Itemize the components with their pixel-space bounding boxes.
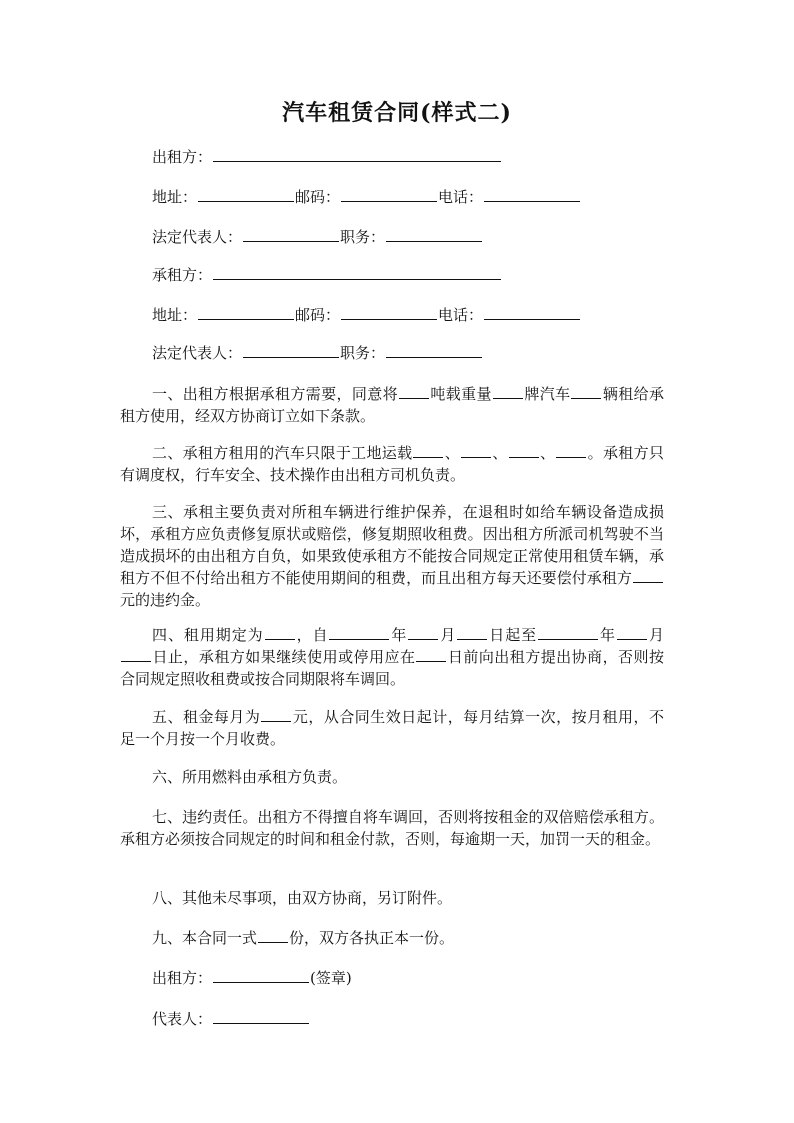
lessor-address-line <box>152 186 664 207</box>
lessor-postcode-blank[interactable] <box>341 186 437 202</box>
address-label: 地址： <box>152 306 198 324</box>
lessee-postcode-blank[interactable] <box>341 304 437 320</box>
lessor-address-blank[interactable] <box>198 186 294 202</box>
end-month-blank[interactable] <box>617 624 647 640</box>
end-day-blank[interactable] <box>121 646 151 662</box>
notice-days-blank[interactable] <box>416 646 446 662</box>
term-blank[interactable] <box>265 624 295 640</box>
seal-label: (签章) <box>310 969 352 987</box>
start-year-blank[interactable] <box>329 624 389 640</box>
clause-1: 一、出租方根据承租方需要，同意将 吨载重量 牌汽车 辆租给承租方使用，经双方协商订立如下条款。 <box>120 385 664 425</box>
phone-label: 电话： <box>438 306 484 324</box>
clause-5: 五、租金每月为 元，从合同生效日起计，每月结算一次，按月租用，不足一个月按一个月收费。 <box>120 708 664 748</box>
start-day-blank[interactable] <box>457 624 487 640</box>
signature-lessor-label: 出租方： <box>152 969 213 987</box>
signature-lessor-blank[interactable] <box>213 967 309 983</box>
lessee-address-line <box>152 304 664 325</box>
postcode-label: 邮码： <box>295 188 341 206</box>
end-year-blank[interactable] <box>538 624 598 640</box>
lessee-blank[interactable] <box>213 264 501 280</box>
lessee-position-blank[interactable] <box>386 342 482 358</box>
position-label: 职务： <box>340 228 386 246</box>
lessee-rep-blank[interactable] <box>243 342 339 358</box>
address-label: 地址： <box>152 188 198 206</box>
signature-rep-line <box>152 1008 664 1029</box>
lessor-position-blank[interactable] <box>386 226 482 242</box>
brand-blank[interactable] <box>493 383 523 399</box>
clause-2: 二、承租方租用的汽车只限于工地运载 、 、 、 。承租方只有调度权，行车安全、技术操作由出租方司机负责。 <box>120 444 664 484</box>
lessee-rep-line <box>152 342 664 363</box>
lessee-address-blank[interactable] <box>198 304 294 320</box>
postcode-label: 邮码： <box>295 306 341 324</box>
lessor-rep-blank[interactable] <box>243 226 339 242</box>
clause-8: 八、其他未尽事项，由双方协商，另订附件。 <box>152 889 453 907</box>
legal-rep-label: 法定代表人： <box>152 344 243 362</box>
position-label: 职务： <box>340 344 386 362</box>
lessor-line <box>152 146 664 167</box>
penalty-amount-blank[interactable] <box>633 567 663 583</box>
site-blank-1[interactable] <box>413 442 443 458</box>
lessee-phone-blank[interactable] <box>484 304 580 320</box>
monthly-rent-blank[interactable] <box>261 706 291 722</box>
clause-3: 三、承租主要负责对所租车辆进行维护保养，在退租时如给车辆设备造成损坏，承租方应负责修复原状或赔偿，修复期照收租费。因出租方所派司机驾驶不当造成损坏的由出租方自负，如果致使承租方不能按合同规定正常使用租赁车辆，承租方不但不付给出租方不能使用期间的租费，而且出租方每天还要偿付承租方元的违约金。 <box>120 503 664 609</box>
signature-rep-blank[interactable] <box>213 1008 309 1024</box>
lessor-blank[interactable] <box>213 146 501 162</box>
lessee-line <box>152 264 664 285</box>
signature-lessor-line <box>152 967 664 988</box>
clause-9: 九、本合同一式 份，双方各执正本一份。 <box>152 929 455 947</box>
site-blank-2[interactable] <box>461 442 491 458</box>
site-blank-4[interactable] <box>556 442 586 458</box>
start-month-blank[interactable] <box>408 624 438 640</box>
legal-rep-label: 法定代表人： <box>152 228 243 246</box>
lessee-label: 承租方： <box>152 266 213 284</box>
lessor-label: 出租方： <box>152 148 213 166</box>
lessor-rep-line <box>152 226 664 247</box>
phone-label: 电话： <box>438 188 484 206</box>
tonnage-blank[interactable] <box>399 383 429 399</box>
document-title: 汽车租赁合同(样式二) <box>282 100 512 126</box>
clause-7: 七、违约责任。出租方不得擅自将车调回，否则将按租金的双倍赔偿承租方。承租方必须按合同规定的时间和租金付款，否则，每逾期一天，加罚一天的租金。 <box>120 808 664 848</box>
vehicle-count-blank[interactable] <box>571 383 601 399</box>
site-blank-3[interactable] <box>509 442 539 458</box>
clause-4: 四、租用期定为 ，自 年 月 日起至 年 月日止，承租方如果继续使用或停用应在 日前向出租方提出协商，否则按合同规定照收租费或按合同期限将车调回。 <box>120 626 664 688</box>
signature-rep-label: 代表人： <box>152 1010 213 1028</box>
lessor-phone-blank[interactable] <box>484 186 580 202</box>
copies-blank[interactable] <box>258 927 288 943</box>
clause-6: 六、所用燃料由承租方负责。 <box>152 768 348 786</box>
